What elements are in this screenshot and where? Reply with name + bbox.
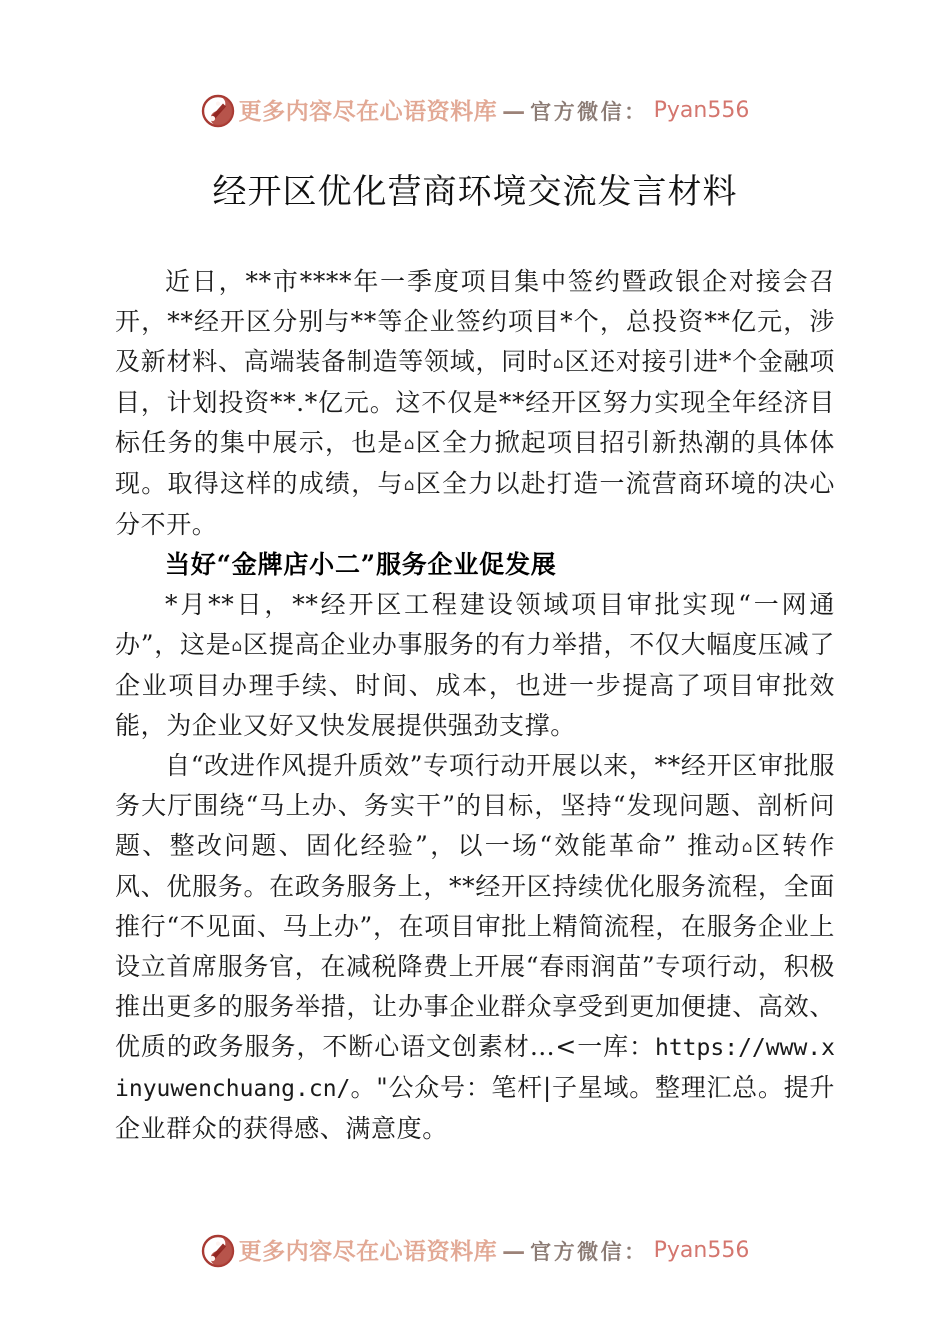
watermark-header <box>0 94 950 128</box>
watermark-footer <box>0 1234 950 1268</box>
missing-glyph-icon: ⌂ <box>741 837 754 858</box>
watermark-main-text: 更多内容尽在心语资料库 <box>238 1237 498 1265</box>
body-paragraph: 自“改进作风提升质效”专项行动开展以来，**经开区审批服务大厅围绕“马上办、务实干”的目标，坚持“发现问题、剖析问题、整改问题、固化经验”，以一场“效能革命” 推动⌂区转作风、优服务。在政务服务上，**经开区持续优化服务流程，全面推行“不见面、马上办”，在项目审批上精简流程，在服务企业上设立首席服务官，在减税降费上开展“春雨润苗”专项行动，积极推出更多的服务举措，让办事企业群众享受到更加便捷、高效、优质的政务服务，不断心语文创素材…<一库：https://www.xinyuwenchuang.cn/。"公众号：笔杆|子星域。整理汇总。提升企业群众的获得感、满意度。 <box>115 751 835 1144</box>
missing-glyph-icon: ⌂ <box>231 636 243 657</box>
missing-glyph-icon: ⌂ <box>403 475 416 496</box>
watermark-main-text: 更多内容尽在心语资料库 <box>238 97 498 125</box>
watermark-wechat-id: Pyan556 <box>653 98 750 123</box>
missing-glyph-icon: ⌂ <box>552 353 565 374</box>
body-paragraph: *月**日，**经开区工程建设领域项目审批实现“一网通办”，这是⌂区提高企业办事服务的有力举措，不仅大幅度压减了企业项目办理手续、时间、成本，也进一步提高了项目审批效能，为企业又好又快发展提供强劲支撑。 <box>115 590 835 741</box>
watermark-dash: — <box>502 1237 526 1265</box>
section-heading: 当好“金牌店小二”服务企业促发展 <box>165 550 557 580</box>
source-url-text: https://www.xinyuwenchuang.cn/ <box>115 1035 835 1103</box>
watermark-dash: — <box>502 97 526 125</box>
page-title: 经开区优化营商环境交流发言材料 <box>212 172 738 212</box>
yin-yang-brush-logo-icon <box>201 94 235 128</box>
yin-yang-brush-logo-icon <box>201 1234 235 1268</box>
watermark-wechat-id: Pyan556 <box>653 1238 750 1263</box>
missing-glyph-icon: ⌂ <box>403 434 416 455</box>
document-body <box>115 262 835 1149</box>
watermark-wechat-label: 官方微信： <box>530 1238 648 1264</box>
document-content <box>115 170 835 1149</box>
watermark-wechat-label: 官方微信： <box>530 98 648 124</box>
body-paragraph: 近日，**市****年一季度项目集中签约暨政银企对接会召开，**经开区分别与**等企业签约项目*个，总投资**亿元，涉及新材料、高端装备制造等领域，同时⌂区还对接引进*个金融项目，计划投资**.*亿元。这不仅是**经开区努力实现全年经济目标任务的集中展示，也是⌂区全力掀起项目招引新热潮的具体体现。取得这样的成绩，与⌂区全力以赴打造一流营商环境的决心分不开。 <box>115 267 836 540</box>
